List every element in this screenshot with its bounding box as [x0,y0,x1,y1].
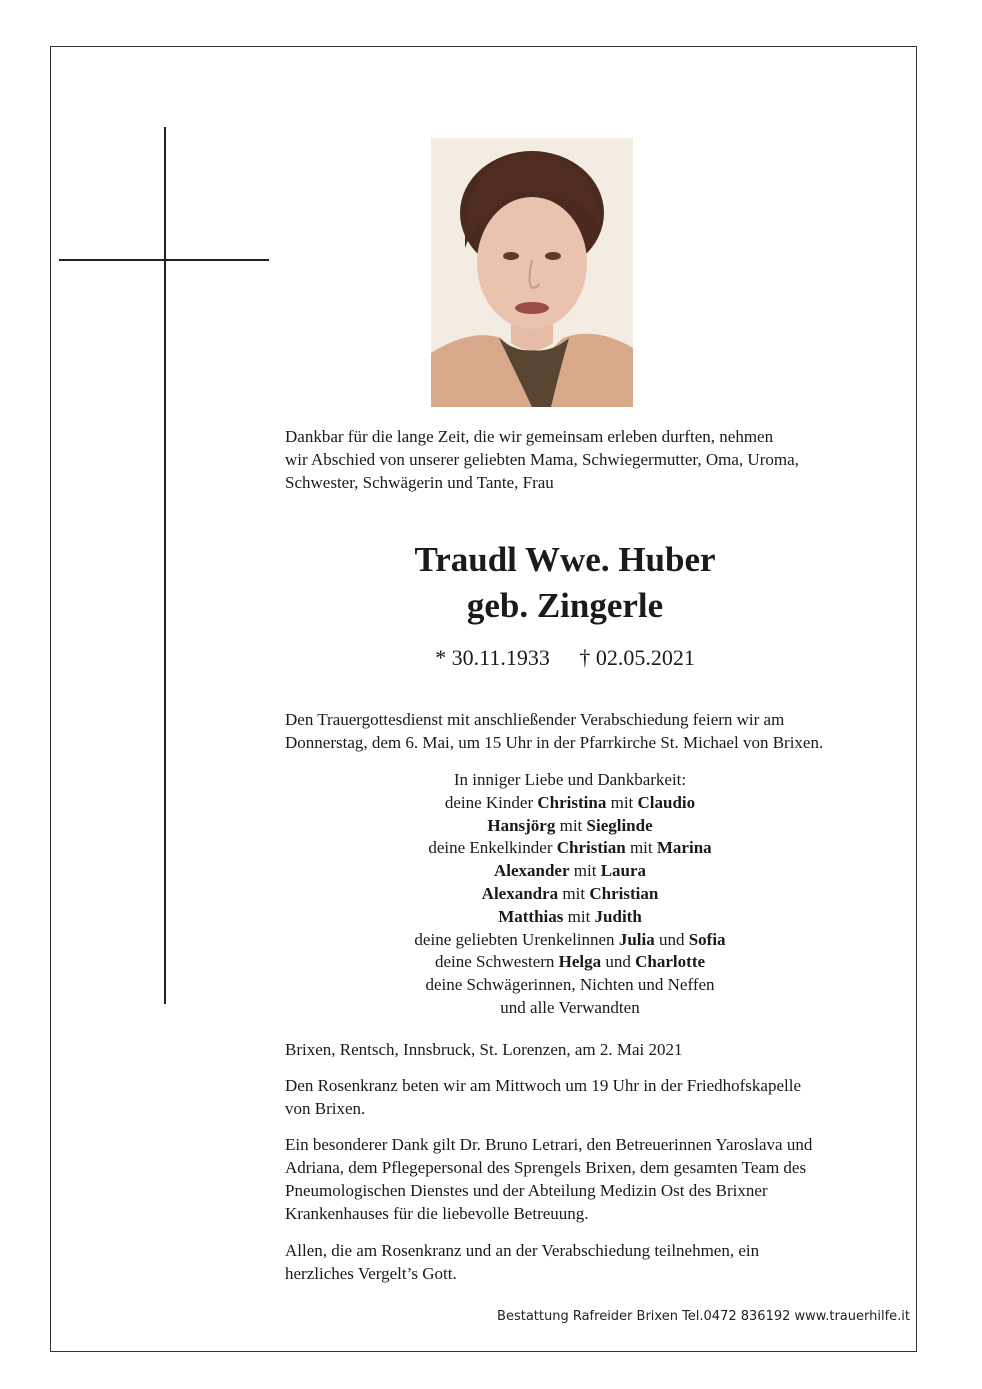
mourners-line: Alexandra mit Christian [481,883,659,903]
deceased-name [285,537,845,629]
rosary-line: von Brixen. [285,1099,366,1118]
mourners-line: deine Schwestern Helga und Charlotte [434,952,706,972]
mourners-line: Hansjörg mit Sieglinde [487,815,653,835]
service-line: Den Trauergottesdienst mit anschließender Verabschiedung feiern wir am [285,710,785,729]
funeral-home-footer: Bestattung Rafreider Brixen Tel.0472 836192 www.trauerhilfe.it [497,1309,910,1324]
mourners-line: Alexander mit Laura [493,861,647,881]
intro-line: Schwester, Schwägerin und Tante, Frau [285,473,554,492]
rosary-line: Den Rosenkranz beten wir am Mittwoch um 19 Uhr in der Friedhofskapelle [285,1076,802,1095]
portrait-photo [431,138,633,407]
thanks-line: Ein besonderer Dank gilt Dr. Bruno Letrari, den Betreuerinnen Yaroslava und [285,1135,813,1154]
mourners-line: deine Enkelkinder Christian mit Marina [428,838,712,858]
rosary-text [285,1074,885,1120]
mourners-line: Matthias mit Judith [498,906,642,926]
mourners-line: deine Schwägerinnen, Nichten und Neffen [425,975,715,995]
life-dates [285,644,845,672]
name-line: Traudl Wwe. Huber [414,540,716,579]
thanks-text [285,1133,885,1225]
mourners-heading: In inniger Liebe und Dankbarkeit: [453,770,687,789]
closing-line: Allen, die am Rosenkranz und an der Verabschiedung teilnehmen, ein [285,1241,760,1260]
mourners-line: deine Kinder Christina mit Claudio [444,792,696,812]
intro-line: wir Abschied von unserer geliebten Mama, Schwiegermutter, Oma, Uroma, [285,450,799,469]
thanks-line: Krankenhauses für die liebevolle Betreuung. [285,1204,589,1223]
mourners-list [285,769,855,1020]
thanks-line: Pneumologischen Dienstes und der Abteilung Medizin Ost des Brixner [285,1181,768,1200]
service-line: Donnerstag, dem 6. Mai, um 15 Uhr in der Pfarrkirche St. Michael von Brixen. [285,733,824,752]
intro-text [285,425,885,494]
birth-date: * 30.11.1933 [435,645,550,670]
closing-line: herzliches Vergelt’s Gott. [285,1264,457,1283]
portrait-illustration [431,138,633,407]
mourners-line: und alle Verwandten [500,997,640,1017]
cross-horizontal-bar [59,259,269,261]
place-and-date: Brixen, Rentsch, Innsbruck, St. Lorenzen, am 2. Mai 2021 [285,1040,683,1059]
intro-line: Dankbar für die lange Zeit, die wir gemeinsam erleben durften, nehmen [285,427,774,446]
mourners-line: deine geliebten Urenkelinnen Julia und Sofia [414,929,726,949]
maiden-name-line: geb. Zingerle [466,586,664,625]
death-date: † 02.05.2021 [579,645,695,670]
thanks-line: Adriana, dem Pflegepersonal des Sprengels Brixen, dem gesamten Team des [285,1158,807,1177]
closing-text [285,1239,885,1285]
funeral-service-text [285,708,885,754]
